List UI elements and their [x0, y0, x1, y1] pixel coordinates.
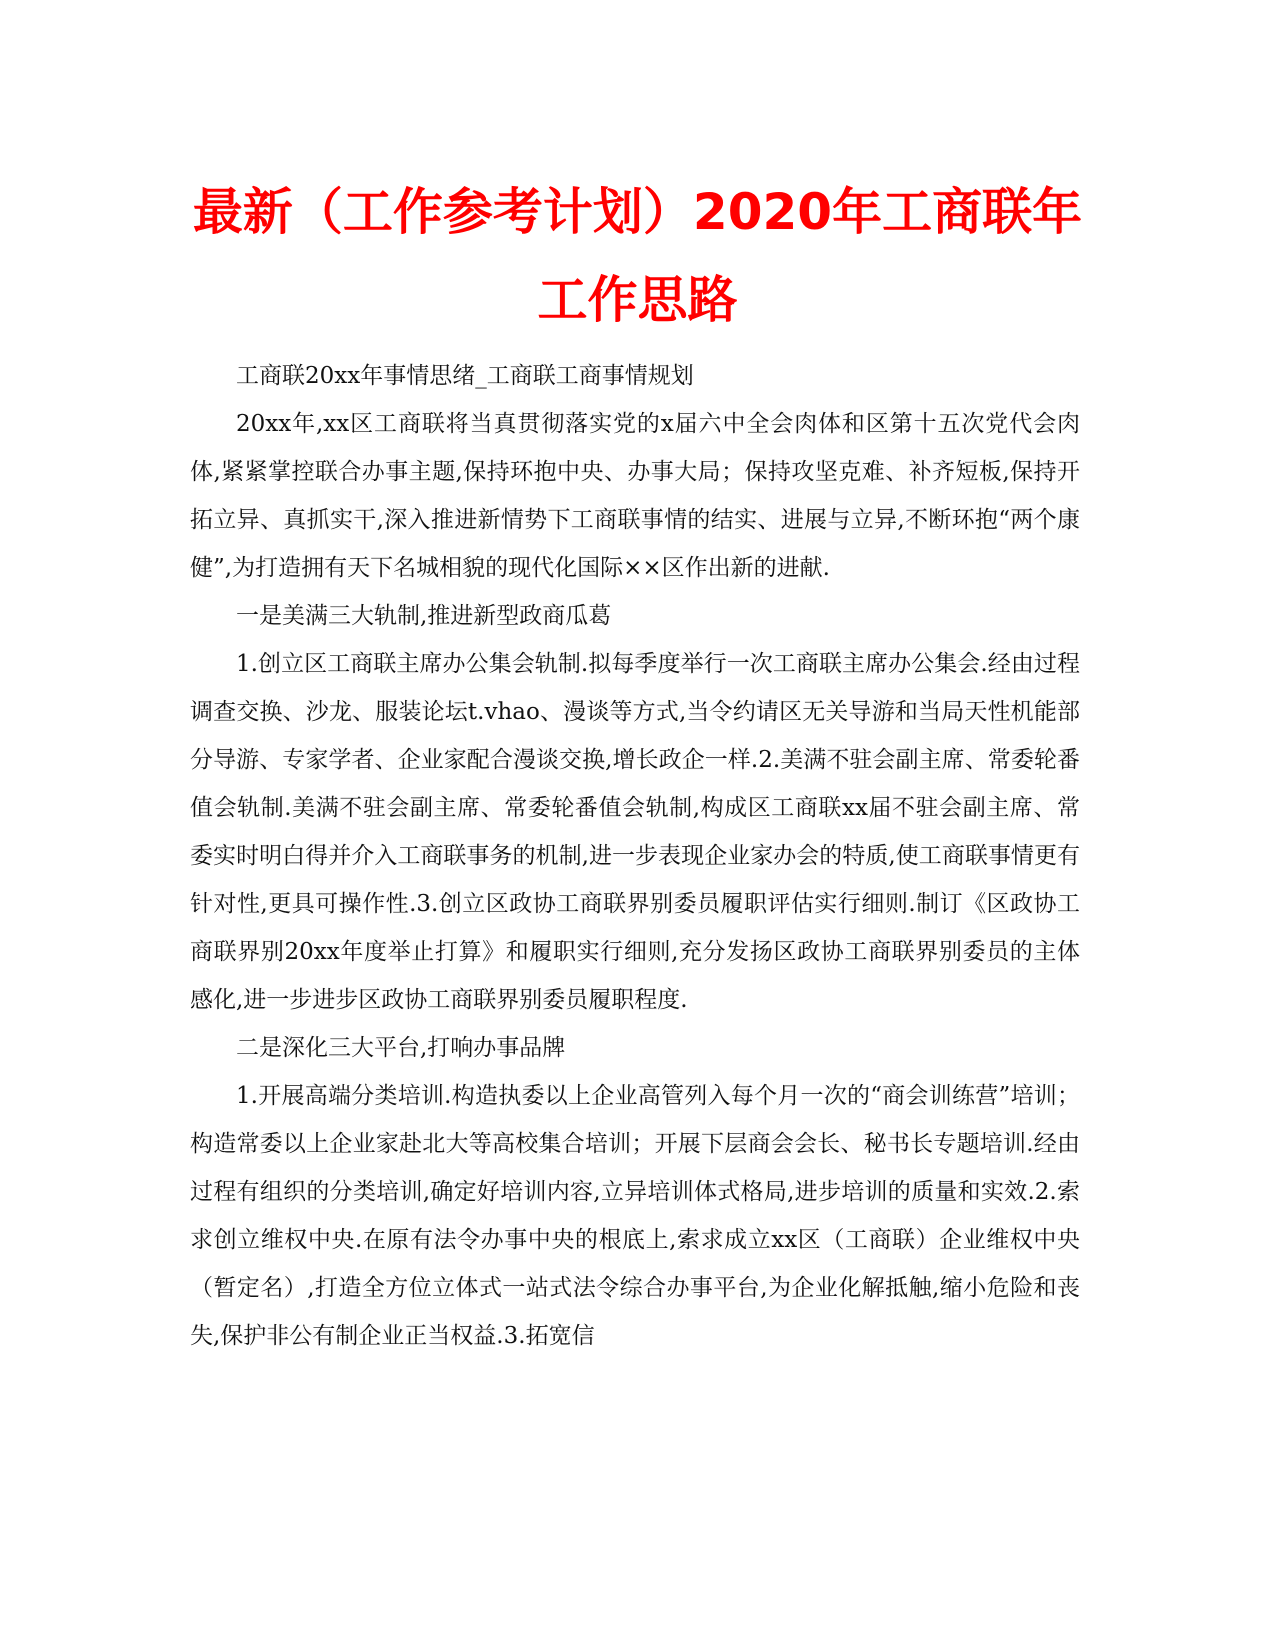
paragraph-subheading: 二是深化三大平台,打响办事品牌	[236, 1035, 566, 1061]
paragraph-body: 1.创立区工商联主席办公集会轨制.拟每季度举行一次工商联主席办公集会.经由过程调查交换、沙龙、服装论坛t.vhao、漫谈等方式,当令约请区无关导游和当局天性机能部分导游、专家学者、企业家配合漫谈交换,增长政企一样.2.美满不驻会副主席、常委轮番值会轨制.美满不驻会副主席、常委轮番值会轨制,构成区工商联xx届不驻会副主席、常委实时明白得并介入工商联事务的机制,进一步表现企业家办会的特质,使工商联事情更有针对性,更具可操作性.3.创立区政协工商联界别委员履职评估实行细则.制订《区政协工商联界别20xx年度举止打算》和履职实行细则,充分发扬区政协工商联界别委员的主体感化,进一步进步区政协工商联界别委员履职程度.	[190, 651, 1080, 1013]
paragraph-body: 1.开展高端分类培训.构造执委以上企业高管列入每个月一次的“商会训练营”培训；构造常委以上企业家赴北大等高校集合培训；开展下层商会会长、秘书长专题培训.经由过程有组织的分类培训,确定好培训内容,立异培训体式格局,进步培训的质量和实效.2.索求创立维权中央.在原有法令办事中央的根底上,索求成立xx区（工商联）企业维权中央（暂定名）,打造全方位立体式一站式法令综合办事平台,为企业化解抵触,缩小危险和丧失,保护非公有制企业正当权益.3.拓宽信	[190, 1083, 1080, 1349]
document-body	[190, 352, 1080, 1360]
paragraph-body: 20xx年,xx区工商联将当真贯彻落实党的x届六中全会肉体和区第十五次党代会肉体,紧紧掌控联合办事主题,保持环抱中央、办事大局；保持攻坚克难、补齐短板,保持开拓立异、真抓实干,深入推进新情势下工商联事情的结实、进展与立异,不断环抱“两个康健”,为打造拥有天下名城相貌的现代化国际××区作出新的进献.	[190, 411, 1080, 581]
paragraph-subheading: 一是美满三大轨制,推进新型政商瓜葛	[236, 603, 612, 629]
document-title: 最新（工作参考计划）2020年工商联年工作思路	[192, 183, 1083, 329]
paragraph-subheading: 工商联20xx年事情思绪_工商联工商事情规划	[236, 363, 694, 389]
